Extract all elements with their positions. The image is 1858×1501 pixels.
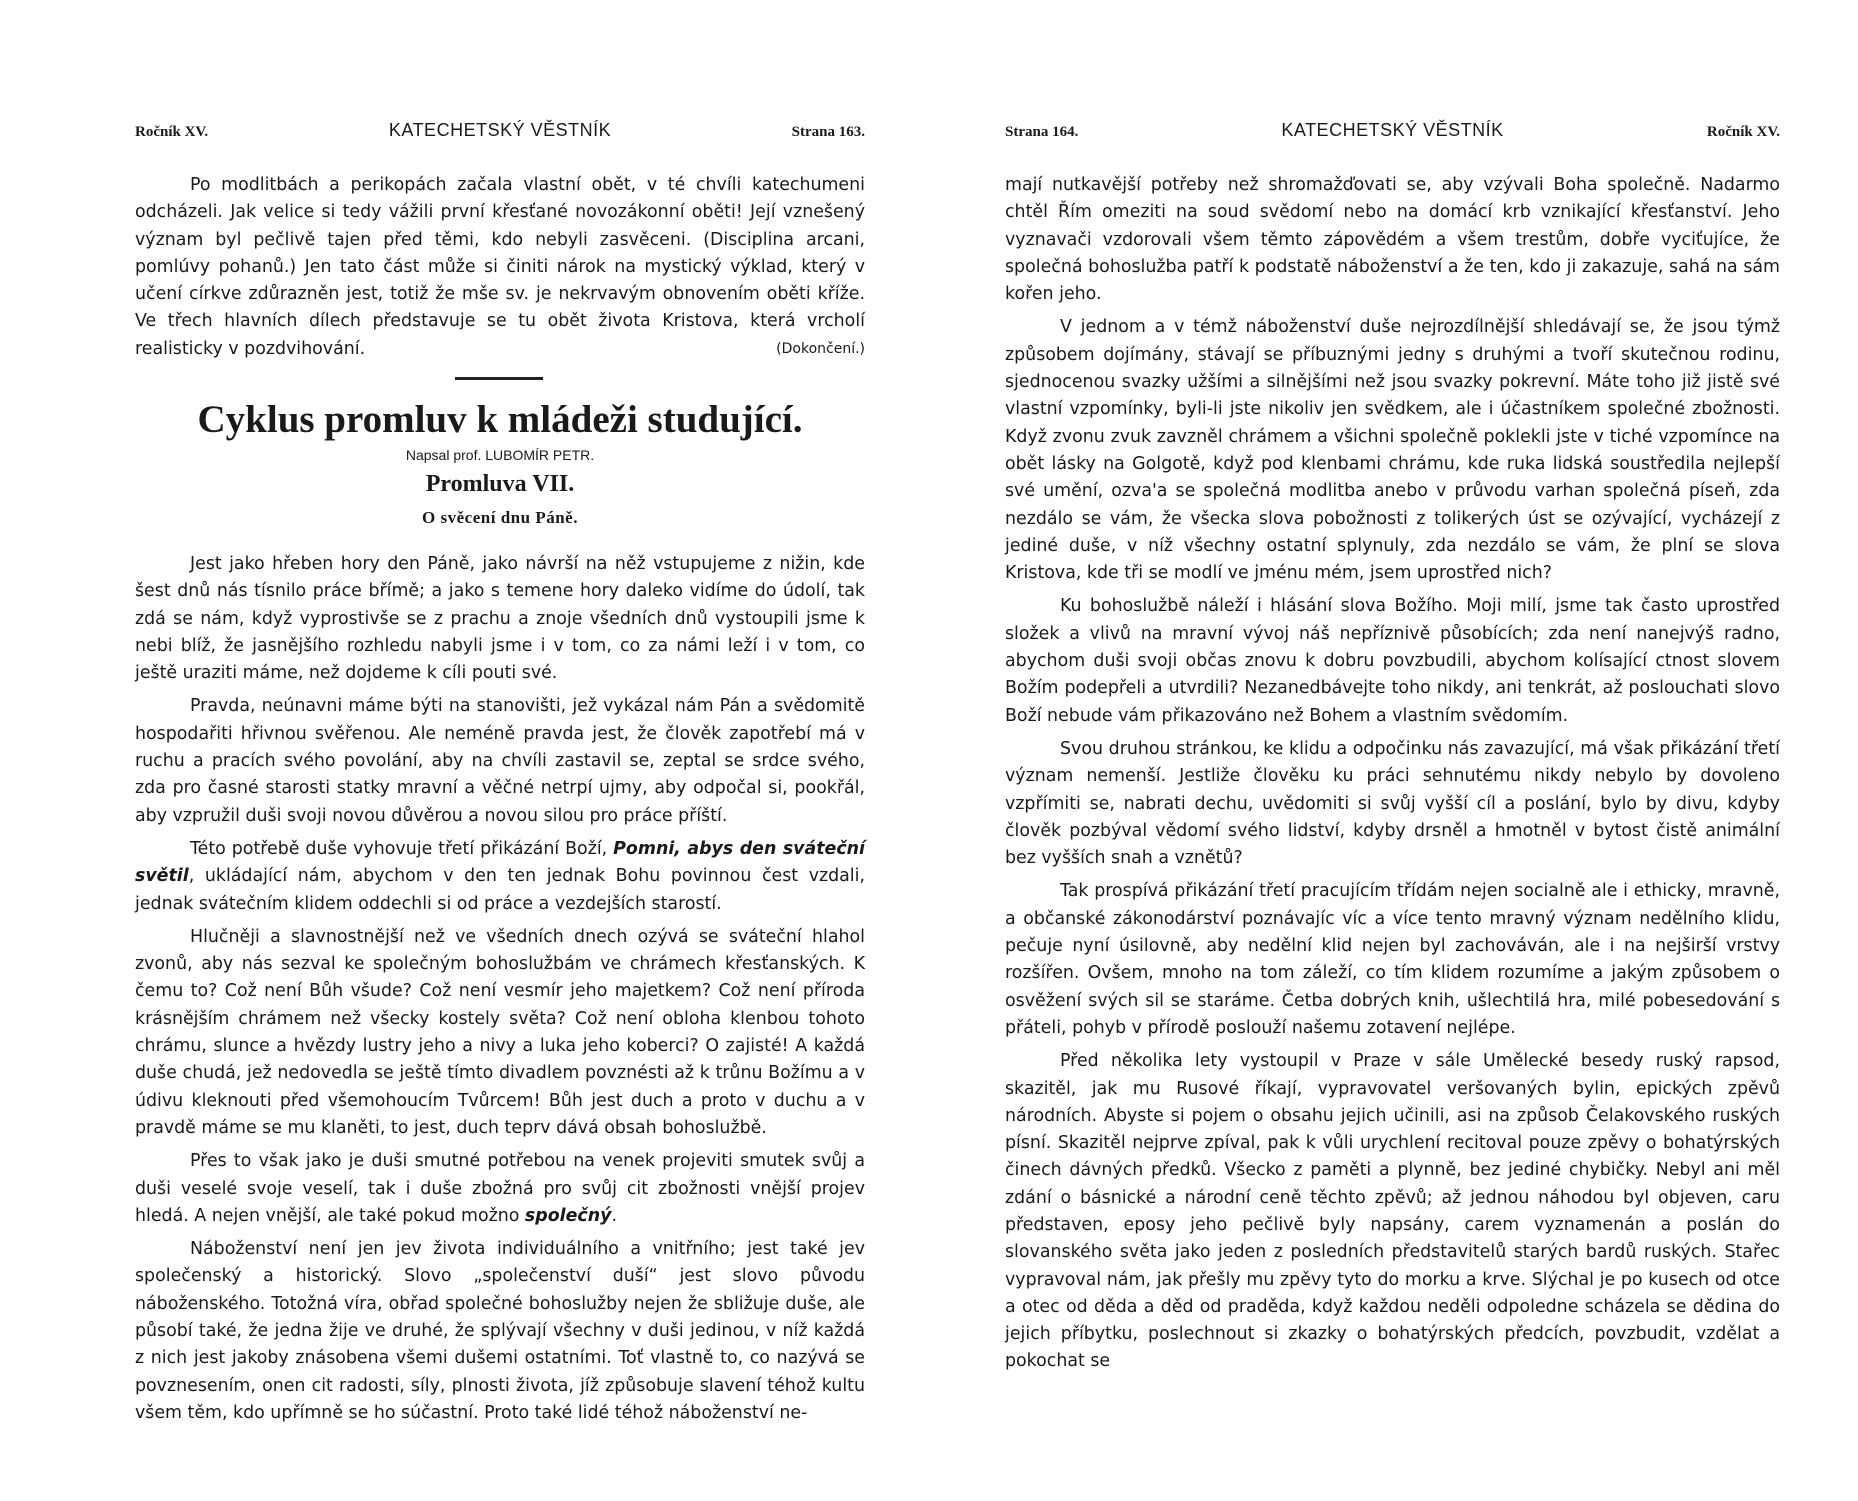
sermon-title: O svěcení dnu Páně. <box>422 508 578 527</box>
paragraph: Tak prospívá přikázání třetí pracujícím třídám nejen socialně ale i ethicky, mravně, a občanské zákonodárství poznávajíc víc a více tento mravný význam nedělního klidu, pečuje nyní úsilovně, aby nedělní klid nejen byl zachováván, ale i na nejširší vrstvy rozšířen. Ovšem, mnoho na tom záleží, co tím klidem rozumíme a jakým způsobem o osvěžení svých sil se staráme. Četba dobrých knih, ušlechtilá hra, milé pobesedování s přáteli, pohyb v přírodě poslouží našemu zotavení nejlépe. <box>1005 881 1780 1038</box>
volume-label: Ročník XV. <box>1706 124 1780 140</box>
text: . <box>611 1205 617 1226</box>
emphasis-text: společný <box>524 1205 612 1226</box>
paragraph: Jest jako hřeben hory den Páně, jako návrší na něž vstupujeme z nižin, kde šest dnů nás tísnilo práce břímě; a jako s temene hory daleko vidíme do údolí, tak zdá se nám, když vyprostivše se z prachu a znoje všedních dnů vystoupili jsme k nebi blíž, že jasnějšího rozhledu nabyli jsme i v tom, co za námi leží i v tom, co ještě uraziti máme, než dojdeme k cíli pouti své. <box>135 554 865 684</box>
section-divider <box>455 377 543 380</box>
page-number: Strana 164. <box>1005 124 1079 140</box>
text: Přes to však jako je duši smutné potřebou na venek projeviti smutek svůj a duši veselé svoje veselí, tak i duše zbožná pro svůj cit zbožnosti vnější projev hledá. A nejen vnější, ale také pokud možno <box>135 1151 865 1226</box>
intro-text: Po modlitbách a perikopách začala vlastní obět, v té chvíli katechumeni odcházeli. Jak velice si tedy vážili první křesťané novozákonní oběti! Její vznešený význam byl pečlivě tajen před těmi, kdo nebyli zasvěceni. (Disciplina arcani, pomlúvy pohanů.) Jen tato část může si činiti nárok na mystický výklad, který v učení církve zdůrazněn jest, totiž že mše sv. je nekrvavým obnovením oběti kříže. Ve třech hlavních dílech představuje se tu obět života Kristova, která vrcholí realisticky v pozdvihování. <box>135 175 865 359</box>
paragraph: Náboženství není jen jev života individuálního a vnitřního; jest také jev společenský a historický. Slovo „společenství duší“ jest slovo původu náboženského. Totožná víra, obřad společné bohoslužby nejen že sbližuje duše, ale působí také, že jedna žije ve druhé, že splývají všechny v duši jedinou, v níž každá z nich jest jakoby znásobena všemi dušemi ostatními. Toť vlastně to, co nazývá se povznesením, onen cit radosti, síly, plnosti života, jíž způsobuje slavení téhož kultu všem těm, kdo upřímně se ho súčastní. Proto také lidé téhož náboženství ne- <box>135 1239 865 1423</box>
intro-section <box>135 172 865 363</box>
journal-title: KATECHETSKÝ VĚSTNÍK <box>388 120 612 140</box>
page-number: Strana 163. <box>791 124 865 140</box>
intro-paragraph <box>135 172 865 363</box>
text: , ukládající nám, abychom v den ten jednak Bohu povinnou čest vzdali, jednak svátečním klidem oddechli si od práce a vezdejších starostí. <box>135 866 865 914</box>
journal-title: KATECHETSKÝ VĚSTNÍK <box>1281 120 1504 140</box>
paragraph: Ku bohoslužbě náleží i hlásání slova Božího. Moji milí, jsme tak často uprostřed složek a vlivů na mravní vývoj náš nepříznivě působících; zda není nanejvýš radno, abychom duši svoji občas znovu k dobru povzbudili, abychom kolísající ctnost slovem Božím podepřeli a utvrdili? Nezanedbávejte toho nikdy, ani tenkrát, až poslouchati slovo Boží nebude vám přikazováno než Bohem a vlastním svědomím. <box>1005 596 1780 726</box>
right-body <box>1005 172 1780 1376</box>
left-body <box>135 551 865 1427</box>
volume-label: Ročník XV. <box>135 124 209 140</box>
paragraph: Svou druhou stránkou, ke klidu a odpočinku nás zavazující, má však přikázání třetí význam nemenší. Jestliže člověku ku práci sehnutému nikdy nebylo by dovoleno vzpřímiti se, nabrati dechu, uvědomiti si svůj vyšší cíl a poslání, bylo by divu, kdyby člověk pozbýval vědomí svého lidství, kdyby drsněl a hmotněl v bytost čistě animální bez vyšších snah a vznětů? <box>1005 738 1780 869</box>
byline: Napsal prof. LUBOMÍR PETR. <box>405 447 595 463</box>
article-title: Cyklus promluv k mládeži studující. <box>197 398 803 441</box>
paragraph-commandment <box>135 836 865 918</box>
right-running-head <box>1005 120 1780 146</box>
text: Této potřebě duše vyhovuje třetí přikázání Boží, <box>190 838 614 859</box>
paragraph: V jednom a v témž náboženství duše nejrozdílnější shledávají se, že jsou týmž způsobem dojímány, stávají se příbuznými jedny s druhými a tvoří skutečnou rodinu, sjednocenou svazky užšími a silnějšími než jsou svazky pokrevní. Máte toho již jistě své vlastní vzpomínky, byli-li jste nikoliv jen svědkem, ale i účastníkem společné zbožnosti. Když zvonu zvuk zavzněl chrámem a všichni společně poklekli jste v tiché vzpomínce na obět lásky na Golgotě, když pod klenbami chrámu, kde ruka lidská soustředila nejlepší své umění, ozva'a se společná modlitba anebo v průvodu varhan společná píseň, zda nezdálo se vám, že všecka slova pobožnosti z tolikerých úst se ozývající, vycházejí z jediné duše, v níž všechny ostatní splynuly, zda nezdálo se vám, že plní se slova Kristova, kde tři se modlí ve jménu mém, jsem uprostřed nich? <box>1005 317 1780 584</box>
emphasis-text: Pomni, abys den sváteční světil <box>135 838 865 887</box>
paragraph: Hlučněji a slavnostnější než ve všedních dnech ozývá se sváteční hlahol zvonů, aby nás sezval ke společným bohoslužbám ve chrámech křesťanských. K čemu to? Což není Bůh všude? Což není vesmír jeho majetkem? Což není příroda krásnějším chrámem než všecky kostely světa? Což není obloha klenbou tohoto chrámu, slunce a hvězdy lustry jeho a nivy a luka jeho koberci? O zajisté! A každá duše chudá, jež nedovedla se ještě tímto divadlem povznésti až k trůnu Božímu a v údivu kleknouti před všemohoucím Tvůrcem! Bůh jest duch a proto v duchu a v pravdě máme se mu klaněti, to jest, duch teprv dává obsah bohoslužbě. <box>135 926 865 1138</box>
paragraph: Před několika lety vystoupil v Praze v sále Umělecké besedy ruský rapsod, skazitěl, jak mu Rusové říkají, vypravovatel veršovaných bylin, epických zpěvů národních. Abyste si pojem o obsahu jejich učinili, asi na způsob Čelakovského ruských písní. Skazitěl nejprve zpíval, pak k vůli urychlení recitoval pouze zpěvy o bohatýrských činech dávných předků. Všecko z paměti a plynně, bez jediné chybičky. Nebyl ani měl zdání o básnické a národní ceně těchto zpěvů; až jednou náhodou byl objeven, caru představen, eposy jeho pečlivě byly napsány, carem vyznamenán a poslán do slovanského světa jako jeden z posledních představitelů starých bardů ruských. Stařec vypravoval nám, jak přešly mu zpěvy tyto do morku a krve. Slýchal je po kusech od otce a otec od děda a děd od praděda, když každou neděli odpoledne scházela se dědina do jejich příbytku, poslechnout si zkazky o bohatýrských předcích, povzbudit, vzdělat a pokochat se <box>1005 1051 1780 1372</box>
paragraph-common <box>135 1148 865 1230</box>
left-running-head <box>135 120 865 146</box>
paragraph-continued: mají nutkavější potřeby než shromažďovati se, aby vzývali Boha společně. Nadarmo chtěl Řím omeziti na soud svědomí nebo na domácí krb vznikající křesťanství. Jeho vyznavači vzdorovali všem těmto zápovědém a všem trestům, dobře vyciťujíce, že společná bohoslužba patří k podstatě náboženství a že ten, kdo ji zakazuje, sahá na sám kořen jeho. <box>1005 175 1780 305</box>
continued-note: (Dokončení.) <box>776 340 865 357</box>
paragraph: Pravda, neúnavni máme býti na stanovišti, jež vykázal nám Pán a svědomitě hospodařiti hřivnou svěřenou. Ale neméně pravda jest, že člověk zapotřebí má v ruchu a pracích svého povolání, aby na chvíli zastavil se, zeptal se srdce svého, zda pro časné starosti statky mravní a věčné netrpí ujmy, aby odpočal si, pookřál, aby vzpružil duši svoji novou důvěrou a novou silou pro práce příští. <box>135 696 865 826</box>
sermon-number: Promluva VII. <box>425 471 575 497</box>
